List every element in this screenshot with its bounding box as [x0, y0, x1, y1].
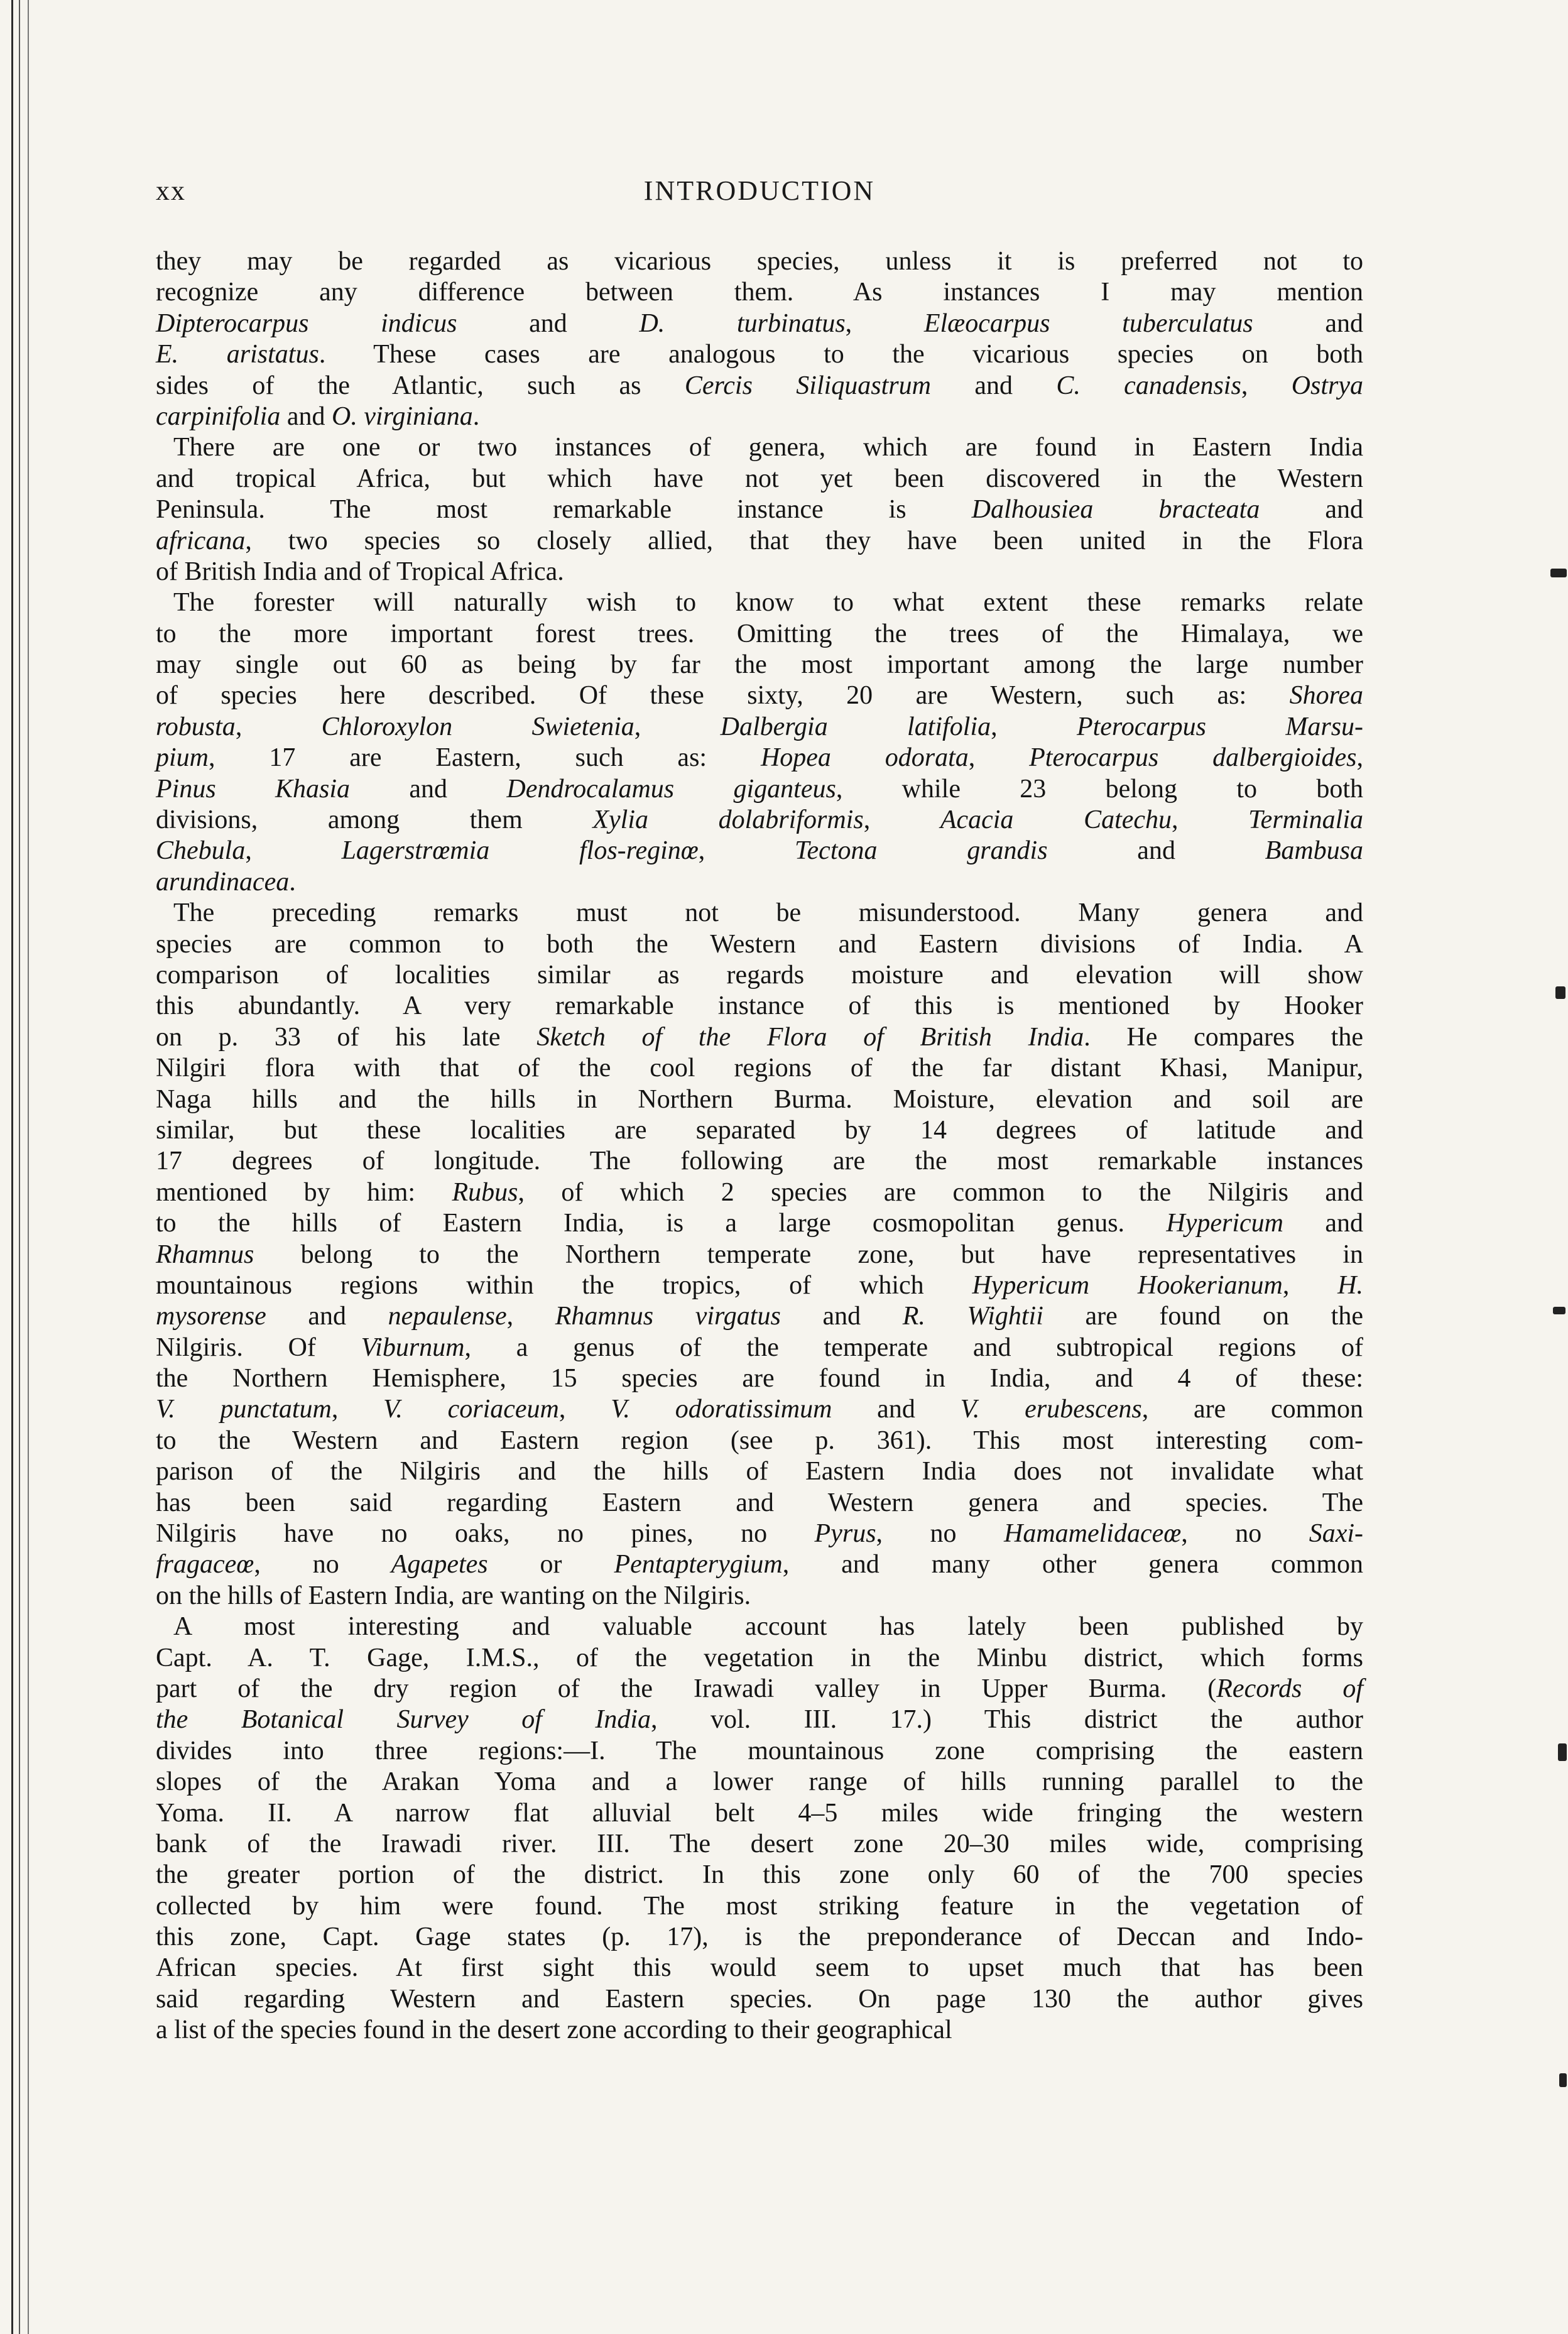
text-line: mysorense and nepaulense, Rhamnus virgatus and R. Wightii are found on the	[156, 1302, 1363, 1331]
text-line: There are one or two instances of genera, which are found in Eastern India	[173, 433, 1363, 462]
paragraph	[156, 898, 1363, 1611]
text-line: part of the dry region of the Irawadi valley in Upper Burma. (Records of	[156, 1674, 1363, 1703]
text-line: the Northern Hemisphere, 15 species are found in India, and 4 of these:	[156, 1364, 1363, 1393]
binding-edge-line	[28, 0, 29, 2334]
paragraph	[156, 246, 1363, 432]
text-line: this abundantly. A very remarkable instance of this is mentioned by Hooker	[156, 991, 1363, 1021]
margin-mark	[1559, 2073, 1567, 2087]
text-line: the Botanical Survey of India, vol. III. 17.) This district the author	[156, 1705, 1363, 1735]
text-line: Capt. A. T. Gage, I.M.S., of the vegetation in the Minbu district, which forms	[156, 1643, 1363, 1672]
text-line: sides of the Atlantic, such as Cercis Siliquastrum and C. canadensis, Ostrya	[156, 371, 1364, 400]
text-line: Dipterocarpus indicus and D. turbinatus, Elæocarpus tuberculatus and	[156, 308, 1363, 338]
text-line: Chebula, Lagerstrœmia flos-reginœ, Tectona grandis and Bambusa	[156, 836, 1364, 866]
text-line: 17 degrees of longitude. The following are the most remarkable instances	[156, 1147, 1363, 1176]
text-line: to the more important forest trees. Omitting the trees of the Himalaya, we	[156, 619, 1363, 648]
text-line: a list of the species found in the desert zone according to their geographical	[156, 2015, 952, 2045]
text-line: this zone, Capt. Gage states (p. 17), is the preponderance of Deccan and Indo-	[156, 1922, 1363, 1952]
text-line: slopes of the Arakan Yoma and a lower range of hills running parallel to the	[156, 1767, 1363, 1797]
text-line: The preceding remarks must not be misunderstood. Many genera and	[173, 898, 1363, 928]
text-line: carpinifolia and O. virginiana.	[156, 401, 480, 431]
text-line: recognize any difference between them. As instances I may mention	[156, 278, 1363, 307]
text-line: mentioned by him: Rubus, of which 2 species are common to the Nilgiris and	[156, 1177, 1363, 1207]
text-line: divides into three regions:—I. The mountainous zone comprising the eastern	[156, 1736, 1363, 1765]
text-line: Pinus Khasia and Dendrocalamus giganteus, while 23 belong to both	[156, 774, 1363, 804]
body-text	[156, 246, 1363, 2046]
margin-mark	[1550, 569, 1567, 577]
text-line: divisions, among them Xylia dolabriformis, Acacia Catechu, Terminalia	[156, 805, 1363, 835]
text-line: on p. 33 of his late Sketch of the Flora of British India. He compares the	[156, 1022, 1363, 1052]
text-line: Nilgiris. Of Viburnum, a genus of the temperate and subtropical regions of	[156, 1333, 1363, 1362]
page-number: xx	[156, 175, 186, 206]
text-line: E. aristatus. These cases are analogous to the vicarious species on both	[156, 340, 1363, 369]
text-line: Naga hills and the hills in Northern Burma. Moisture, elevation and soil are	[156, 1084, 1363, 1114]
text-line: Rhamnus belong to the Northern temperate zone, but have representatives in	[156, 1240, 1363, 1269]
text-line: V. punctatum, V. coriaceum, V. odoratissimum and V. erubescens, are common	[156, 1395, 1364, 1424]
text-line: Yoma. II. A narrow flat alluvial belt 4–5 miles wide fringing the western	[156, 1798, 1363, 1828]
text-line: and tropical Africa, but which have not yet been discovered in the Western	[156, 464, 1363, 493]
text-line: the greater portion of the district. In this zone only 60 of the 700 species	[156, 1860, 1363, 1890]
text-line: to the Western and Eastern region (see p. 361). This most interesting com-	[156, 1426, 1363, 1455]
text-line: Peninsula. The most remarkable instance is Dalhousiea bracteata and	[156, 495, 1363, 525]
text-line: Nilgiri flora with that of the cool regions of the far distant Khasi, Manipur,	[156, 1054, 1363, 1083]
text-line: Nilgiris have no oaks, no pines, no Pyrus, no Hamamelidaceœ, no Saxi-	[156, 1519, 1363, 1549]
running-title: INTRODUCTION	[643, 175, 876, 206]
binding-edge-line	[11, 0, 13, 2334]
page-header	[156, 175, 1363, 212]
text-line: said regarding Western and Eastern species. On page 130 the author gives	[156, 1984, 1363, 2014]
text-line: of species here described. Of these sixty, 20 are Western, such as: Shorea	[156, 681, 1363, 711]
text-line: comparison of localities similar as regards moisture and elevation will show	[156, 960, 1363, 990]
text-line: may single out 60 as being by far the most important among the large number	[156, 650, 1363, 680]
text-line: mountainous regions within the tropics, of which Hypericum Hookerianum, H.	[156, 1270, 1364, 1300]
paragraph	[156, 432, 1363, 587]
text-line: on the hills of Eastern India, are wanting on the Nilgiris.	[156, 1581, 751, 1610]
binding-edge-line	[19, 0, 20, 2334]
margin-mark	[1553, 1307, 1565, 1314]
text-line: they may be regarded as vicarious species, unless it is preferred not to	[156, 247, 1363, 276]
text-line: collected by him were found. The most striking feature in the vegetation of	[156, 1891, 1363, 1921]
text-line: to the hills of Eastern India, is a large cosmopolitan genus. Hypericum and	[156, 1209, 1363, 1238]
text-line: robusta, Chloroxylon Swietenia, Dalbergia latifolia, Pterocarpus Marsu-	[156, 712, 1364, 741]
text-line: africana, two species so closely allied, that they have been united in the Flora	[156, 526, 1363, 555]
margin-mark	[1555, 986, 1565, 999]
paragraph	[156, 1611, 1363, 2046]
text-line: bank of the Irawadi river. III. The desert zone 20–30 miles wide, comprising	[156, 1829, 1363, 1858]
paragraph	[156, 587, 1363, 898]
text-line: parison of the Nilgiris and the hills of Eastern India does not invalidate what	[156, 1457, 1363, 1486]
text-line: species are common to both the Western and Eastern divisions of India. A	[156, 929, 1363, 959]
text-line: similar, but these localities are separated by 14 degrees of latitude and	[156, 1115, 1363, 1145]
margin-mark	[1558, 1743, 1567, 1761]
text-line: arundinacea.	[156, 867, 296, 897]
text-line: of British India and of Tropical Africa.	[156, 557, 564, 586]
text-line: pium, 17 are Eastern, such as: Hopea odorata, Pterocarpus dalbergioides,	[156, 743, 1363, 773]
text-line: A most interesting and valuable account has lately been published by	[173, 1612, 1363, 1642]
text-line: fragaceœ, no Agapetes or Pentapterygium, and many other genera common	[156, 1550, 1364, 1579]
text-line: has been said regarding Eastern and Western genera and species. The	[156, 1488, 1363, 1517]
text-line: African species. At first sight this would seem to upset much that has been	[156, 1953, 1363, 1983]
text-line: The forester will naturally wish to know to what extent these remarks relate	[173, 588, 1363, 618]
